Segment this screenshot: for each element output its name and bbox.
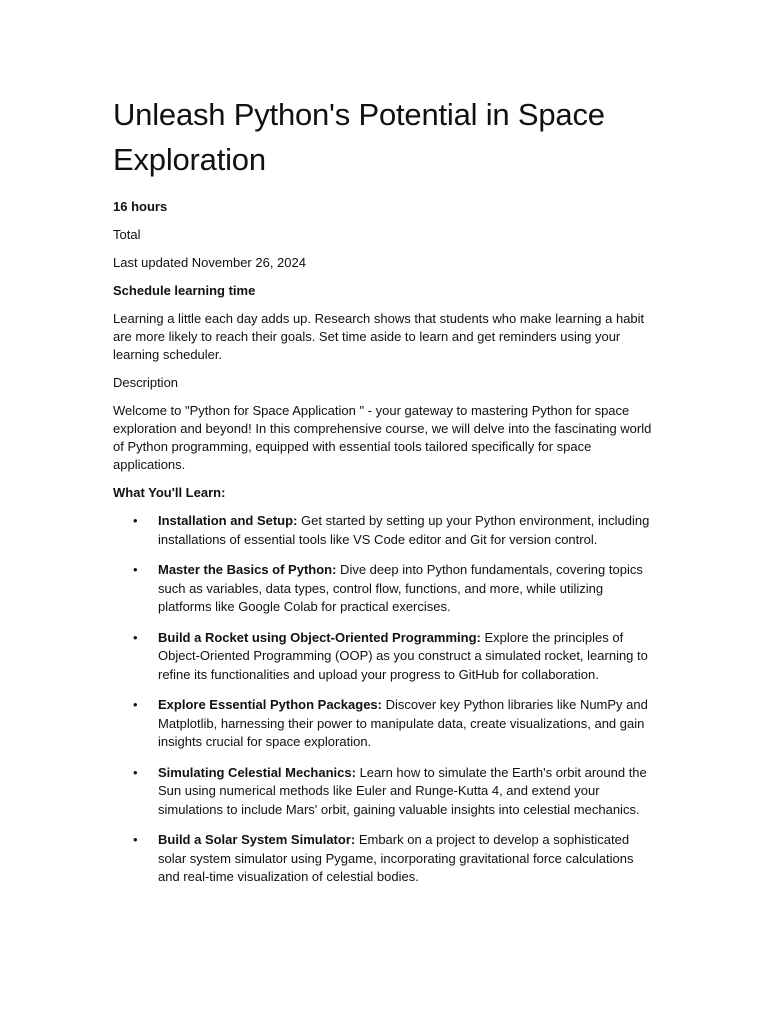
list-item-text: Dive deep into Python fundamentals, covering topics such as variables, data types, control flow, functions, and more, while utilizing platforms like Google Colab for practical exercises. bbox=[158, 562, 643, 614]
bullet-icon: • bbox=[133, 832, 138, 847]
list-item bbox=[113, 831, 658, 887]
list-item bbox=[113, 764, 658, 820]
bullet-icon: • bbox=[133, 562, 138, 577]
duration-label: Total bbox=[113, 227, 141, 242]
last-updated: Last updated November 26, 2024 bbox=[113, 255, 306, 270]
list-item bbox=[113, 561, 658, 617]
list-item-title: Installation and Setup: bbox=[158, 513, 298, 528]
bullet-icon: • bbox=[133, 764, 138, 780]
description-label: Description bbox=[113, 375, 179, 390]
list-item-title: Master the Basics of Python: bbox=[158, 562, 337, 577]
learn-list bbox=[113, 512, 658, 887]
list-item bbox=[113, 512, 658, 549]
list-item-text: Embark on a project to develop a sophisticated solar system simulator using Pygame, incorporating gravitational force calculations and real-time visualization of celestial bodies. bbox=[158, 832, 634, 884]
course-duration: 16 hours bbox=[113, 199, 168, 214]
list-item-text: Learn how to simulate the Earth's orbit around the Sun using numerical methods like Euler and Runge-Kutta 4, and extend your simulations to include Mars' orbit, gaining valuable insights into celestial mechanics. bbox=[158, 764, 647, 817]
list-item-title: Explore Essential Python Packages: bbox=[158, 697, 382, 712]
list-item-text: Explore the principles of Object-Oriented Programming (OOP) as you construct a simulated rocket, learning to refine its functionalities and upload your progress to GitHub for collaboration. bbox=[158, 629, 648, 682]
description-text: Welcome to "Python for Space Application " - your gateway to mastering Python for space exploration and beyond! In this comprehensive course, we will delve into the fascinating world of Python programming, equipped with essential tools tailored specifically for space applications. bbox=[113, 403, 652, 472]
schedule-heading: Schedule learning time bbox=[113, 283, 256, 298]
page-title: Unleash Python's Potential in Space Exploration bbox=[113, 97, 605, 177]
learn-heading: What You'll Learn: bbox=[113, 485, 226, 500]
bullet-icon: • bbox=[133, 697, 138, 712]
list-item-text: Discover key Python libraries like NumPy and Matplotlib, harnessing their power to manipulate data, create visualizations, and gain insights crucial for space exploration. bbox=[158, 697, 648, 749]
list-item-text: Get started by setting up your Python environment, including installations of essential tools like VS Code editor and Git for version control. bbox=[158, 513, 650, 547]
list-item-title: Build a Solar System Simulator: bbox=[158, 832, 356, 847]
list-item bbox=[113, 696, 658, 752]
list-item-title: Build a Rocket using Object-Oriented Programming: bbox=[158, 629, 481, 645]
bullet-icon: • bbox=[133, 629, 138, 645]
list-item bbox=[113, 629, 658, 685]
list-item-title: Simulating Celestial Mechanics: bbox=[158, 764, 356, 780]
bullet-icon: • bbox=[133, 513, 138, 528]
schedule-text: Learning a little each day adds up. Research shows that students who make learning a habit are more likely to reach their goals. Set time aside to learn and get reminders using your learning scheduler. bbox=[113, 311, 645, 362]
